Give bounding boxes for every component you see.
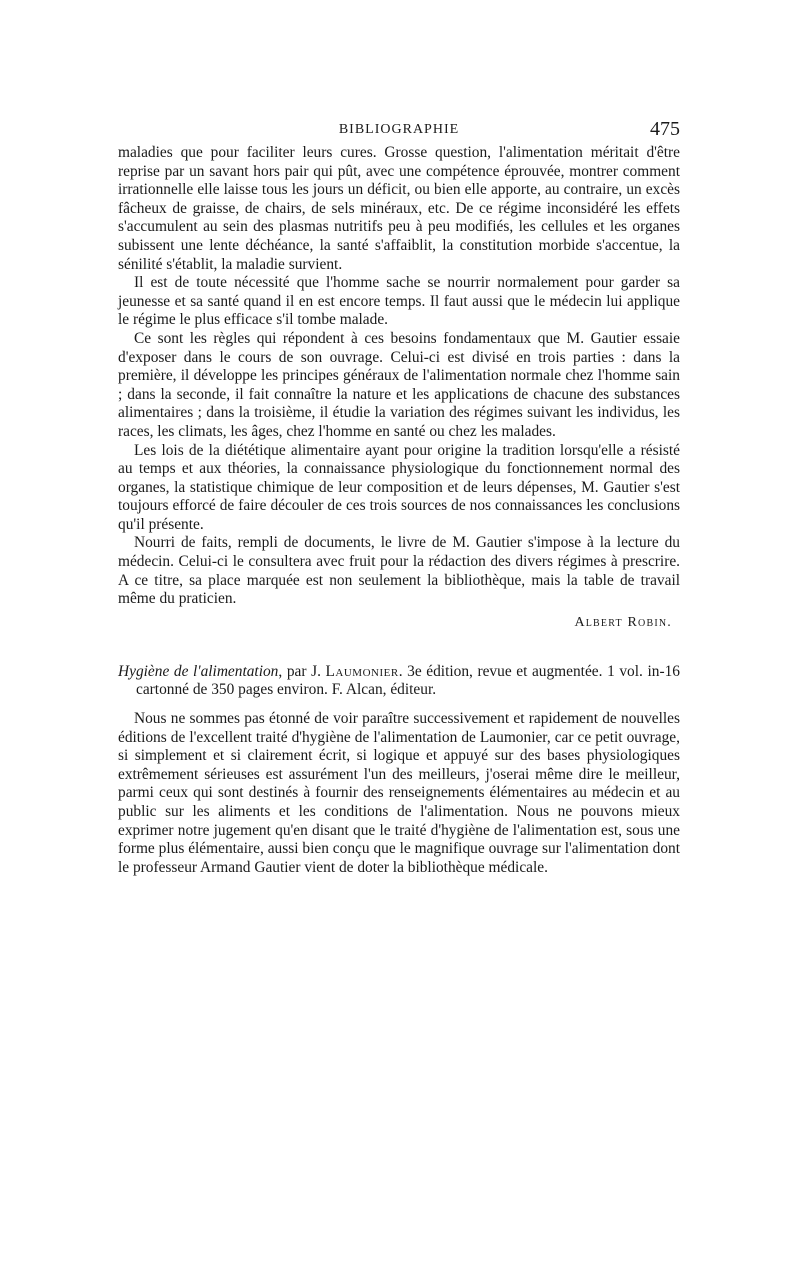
book-page: [118, 118, 680, 877]
paragraph: Nous ne sommes pas étonné de voir paraître successivement et rapidement de nouvelles éditions de l'excellent traité d'hygiène de l'alimentation de Laumonier, car ce petit ouvrage, si simplement et si clairement écrit, si logique et appuyé sur des bases physiologiques extrêmement sérieuses est assurément l'un des meilleurs, j'oserai même dire le meilleur, parmi ceux qui sont destinés à fournir des renseignements élémentaires au médecin et au public sur les aliments et les conditions de l'alimentation. Nous ne pouvons mieux exprimer notre jugement qu'en disant que le traité d'hygiène de l'alimentation est, sous une forme plus élémentaire, aussi bien conçu que le magnifique ouvrage sur l'alimentation dont le professeur Armand Gautier vient de doter la bibliothèque médicale.: [118, 710, 680, 876]
citation-by: , par J.: [278, 662, 326, 680]
page-header: [118, 118, 680, 144]
book-author: Laumonier: [325, 662, 399, 680]
paragraph: Les lois de la diététique alimentaire ayant pour origine la tradition lorsqu'elle a résisté au temps et aux théories, la connaissance physiologique du fonctionnement normal des organes, la statistique chimique de leur composition et de leurs dépenses, M. Gautier s'est toujours efforcé de faire découler de ces trois sources de nos connaissances les conclusions qu'il présente.: [118, 441, 680, 533]
review-laumonier: [118, 710, 680, 877]
reviewer-signature: Albert Robin.: [574, 614, 672, 630]
paragraph: Il est de toute nécessité que l'homme sache se nourrir normalement pour garder sa jeunesse et sa santé quand il en est encore temps. Il faut aussi que le médecin lui applique le régime le plus efficace s'il tombe malade.: [118, 274, 680, 329]
paragraph: Ce sont les règles qui répondent à ces besoins fondamentaux que M. Gautier essaie d'exposer dans le cours de son ouvrage. Celui-ci est divisé en trois parties : dans la première, il développe les principes généraux de l'alimentation normale chez l'homme sain ; dans la seconde, il fait connaître la nature et les applications de chacune des substances alimentaires ; dans la troisième, il étudie la variation des régimes suivant les individus, les races, les climats, les âges, chez l'homme en santé ou chez les malades.: [118, 329, 680, 440]
running-head: BIBLIOGRAPHIE: [338, 122, 460, 137]
review-gautier: [118, 144, 680, 631]
paragraph: maladies que pour faciliter leurs cures. Grosse question, l'alimentation méritait d'être reprise par un savant hors pair qui pût, avec une compétence éprouvée, montrer comment irrationnelle elle laisse tous les jours un déficit, ou bien elle apporte, au contraire, un excès fâcheux de graisse, de chairs, de sels minéraux, etc. De ce régime inconsidéré les effets s'accumulent au sein des plasmas nutritifs peu à peu modifiés, les cellules et les organes subissent une lente déchéance, la santé s'affaiblit, la constitution morbide s'accentue, la sénilité s'établit, la maladie survient.: [118, 144, 680, 273]
book-citation: [118, 663, 680, 700]
citation-details: . 3e édition, revue et augmentée. 1 vol. in-16 cartonné de 350 pages environ. F. Alcan, éditeur.: [136, 662, 680, 699]
page-number: 475: [650, 118, 680, 140]
paragraph: Nourri de faits, rempli de documents, le livre de M. Gautier s'impose à la lecture du médecin. Celui-ci le consultera avec fruit pour la rédaction des divers régimes à prescrire. A ce titre, sa place marquée est non seulement la bibliothèque, mais la table de travail même du praticien.: [118, 534, 680, 608]
book-title: Hygiène de l'alimentation: [118, 662, 279, 680]
